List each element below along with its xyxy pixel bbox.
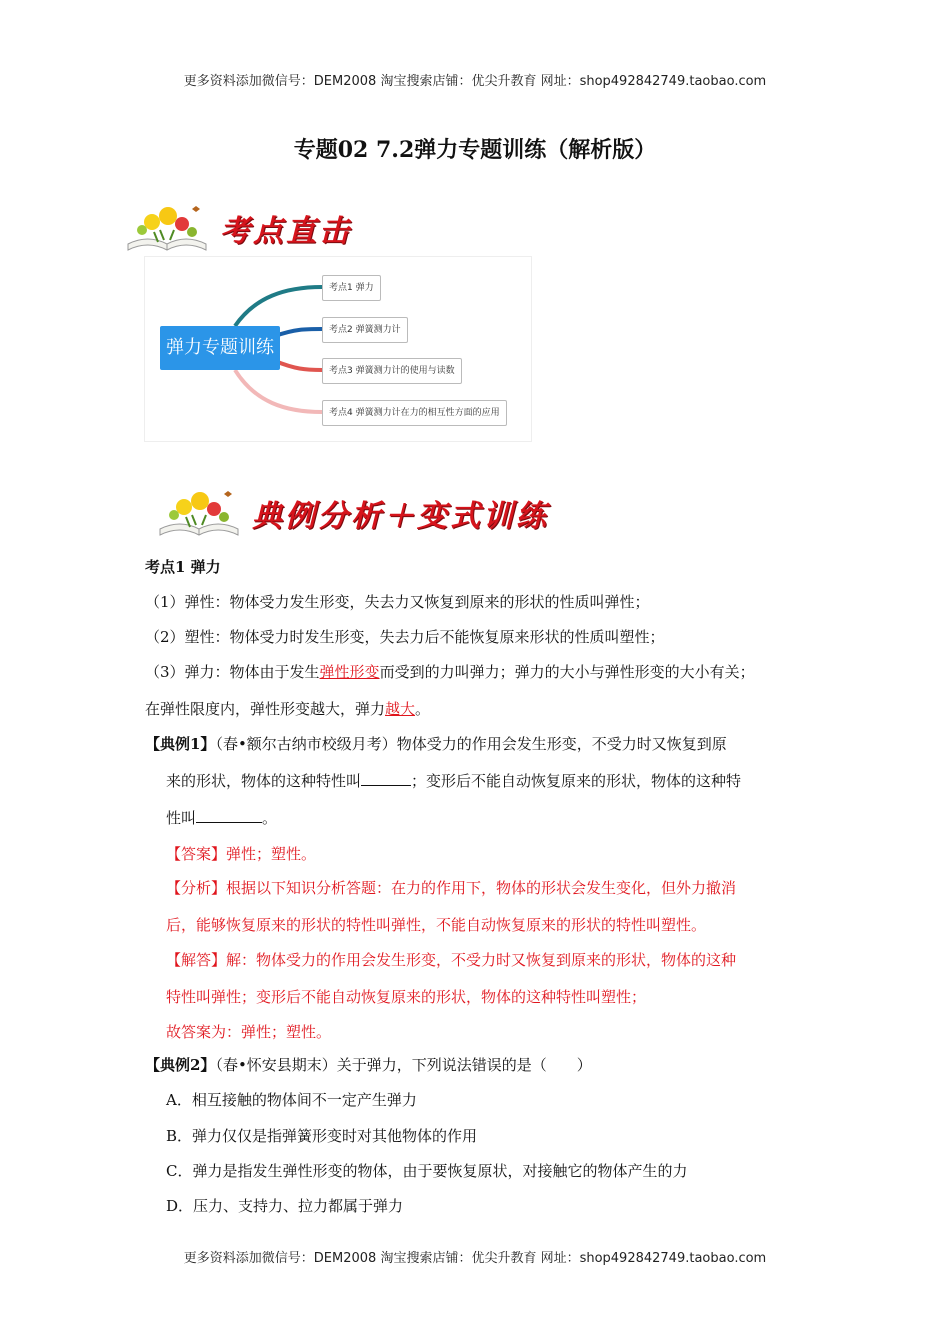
open-book-flowers-icon (124, 200, 210, 256)
example2-option-a: A．相互接触的物体间不一定产生弹力 (166, 1091, 417, 1109)
paragraph-elastic-force (145, 662, 755, 682)
answer-blank-2 (196, 808, 262, 823)
example1-answer: 【答案】弹性；塑性。 (166, 845, 317, 863)
highlight-larger: 越大 (385, 700, 416, 718)
page-header: 更多资料添加微信号：DEM2008 淘宝搜索店铺：优尖升教育 网址：shop492842749.taobao.com (183, 74, 767, 89)
text: （3）弹力：物体由于发生 (145, 663, 320, 681)
mindmap-node-4: 考点4 弹簧测力计在力的相互性方面的应用 (322, 400, 507, 426)
paragraph-plasticity: （2）塑性：物体受力时发生形变，失去力后不能恢复原来形状的性质叫塑性； (145, 628, 665, 646)
mindmap-root: 弹力专题训练 (160, 326, 280, 370)
example1-label: 【典例1】 (145, 735, 216, 753)
example1-solution-2: 特性叫弹性；变形后不能自动恢复原来的形状，物体的这种特性叫塑性； (166, 988, 647, 1006)
page-title: 专题02 7.2弹力专题训练（解析版） (293, 137, 657, 163)
mindmap (144, 256, 532, 442)
banner-dianli (156, 485, 596, 545)
example2-option-b: B．弹力仅仅是指弹簧形变时对其他物体的作用 (166, 1127, 478, 1145)
text: 。 (262, 809, 278, 827)
example1-line3 (166, 808, 277, 828)
text: 而受到的力叫弹力；弹力的大小与弹性形变的大小有关； (379, 663, 755, 681)
example1-analysis-1: 【分析】根据以下知识分析答题：在力的作用下，物体的形状会发生变化，但外力撤消 (166, 879, 737, 897)
text: 性叫 (166, 809, 197, 827)
answer-blank-1 (361, 771, 411, 786)
paragraph-elastic-limit (145, 699, 430, 719)
example1-line2 (166, 771, 741, 791)
example1-solution-3: 故答案为：弹性；塑性。 (166, 1023, 332, 1041)
paragraph-elasticity: （1）弹性：物体受力发生形变，失去力又恢复到原来的形状的性质叫弹性； (145, 593, 650, 611)
mindmap-node-3: 考点3 弹簧测力计的使用与读数 (322, 358, 462, 384)
banner-dianli-text: 典例分析＋变式训练 (252, 499, 549, 534)
example1-line1 (145, 734, 727, 754)
highlight-elastic-deformation: 弹性形变 (319, 663, 380, 681)
mindmap-node-1: 考点1 弹力 (322, 275, 381, 301)
section-heading: 考点1 弹力 (145, 558, 221, 576)
banner-kaodian-text: 考点直击 (220, 214, 352, 249)
example2-option-d: D．压力、支持力、拉力都属于弹力 (166, 1197, 404, 1215)
banner-kaodian (124, 200, 384, 260)
example1-analysis-2: 后，能够恢复原来的形状的特性叫弹性，不能自动恢复原来的形状的特性叫塑性。 (166, 916, 707, 934)
example2-stem (145, 1055, 592, 1075)
text: 在弹性限度内，弹性形变越大，弹力 (145, 700, 386, 718)
text: 来的形状，物体的这种特性叫 (166, 772, 362, 790)
text: （春•额尔古纳市校级月考）物体受力的作用会发生形变，不受力时又恢复到原 (215, 735, 727, 753)
open-book-flowers-icon (156, 485, 242, 541)
text: （春•怀安县期末）关于弹力，下列说法错误的是（ ） (215, 1056, 592, 1074)
text: 。 (415, 700, 431, 718)
mindmap-node-2: 考点2 弹簧测力计 (322, 317, 408, 343)
example2-label: 【典例2】 (145, 1056, 216, 1074)
text: ；变形后不能自动恢复原来的形状，物体的这种特 (411, 772, 742, 790)
example1-solution-1: 【解答】解：物体受力的作用会发生形变，不受力时又恢复到原来的形状，物体的这种 (166, 951, 737, 969)
page-footer: 更多资料添加微信号：DEM2008 淘宝搜索店铺：优尖升教育 网址：shop492842749.taobao.com (183, 1251, 767, 1266)
example2-option-c: C．弹力是指发生弹性形变的物体，由于要恢复原状，对接触它的物体产生的力 (166, 1162, 688, 1180)
